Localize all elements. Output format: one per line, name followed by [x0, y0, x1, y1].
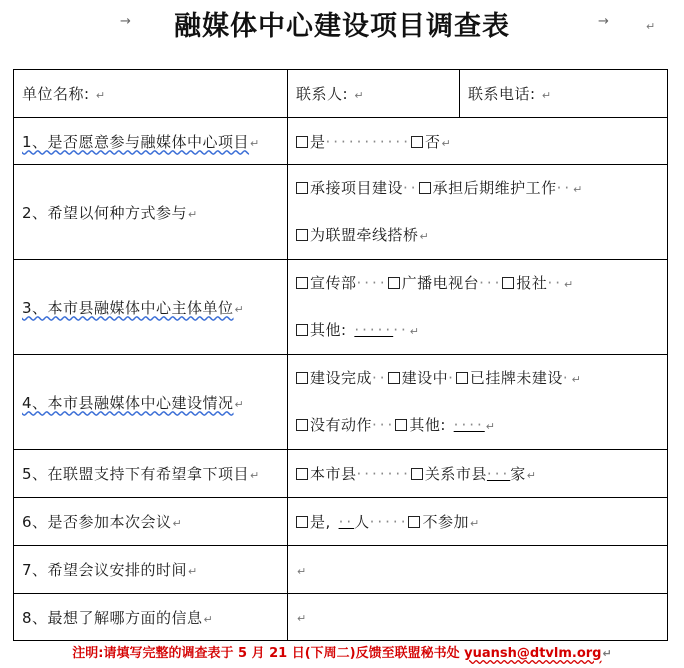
checkbox[interactable]: [388, 277, 400, 289]
tab-arrow-icon: →: [598, 14, 609, 29]
paragraph-mark-icon: ↵: [203, 612, 214, 626]
table-row: [14, 260, 668, 355]
question-cell: 7、希望会议安排的时间↵: [14, 546, 288, 594]
contact-person-cell[interactable]: 联系人: ↵: [288, 70, 460, 118]
checkbox[interactable]: [296, 182, 308, 194]
answer-cell[interactable]: [288, 594, 668, 641]
checkbox[interactable]: [411, 468, 423, 480]
answer-cell: 是, ··人····· 不参加↵: [288, 498, 668, 546]
checkbox[interactable]: [296, 277, 308, 289]
paragraph-mark-icon: ↵: [571, 373, 582, 386]
answer-cell: 是··········· 否↵: [288, 118, 668, 165]
paragraph-mark-icon: ↵: [419, 230, 430, 243]
paragraph-mark-icon: ↵: [573, 183, 583, 196]
table-row: [14, 498, 668, 546]
paragraph-mark-icon: ↵: [188, 565, 198, 578]
checkbox[interactable]: [296, 419, 308, 431]
email-link[interactable]: yuansh@dtvlm.org: [464, 646, 602, 661]
question-cell: 8、最想了解哪方面的信息↵: [14, 594, 288, 641]
checkbox[interactable]: [296, 136, 308, 148]
table-row: [14, 118, 668, 165]
footnote: 注明:请填写完整的调查表于 5 月 21 日(下周二)反馈至联盟秘书处 yuansh@dtvlm.org↵: [72, 646, 612, 661]
fill-blank[interactable]: ·····: [354, 321, 394, 339]
fill-blank[interactable]: ····: [453, 416, 485, 434]
survey-table: [13, 69, 668, 641]
answer-cell[interactable]: [288, 546, 668, 594]
question-cell: 5、在联盟支持下有希望拿下项目↵: [14, 450, 288, 498]
paragraph-mark-icon: ↵: [234, 302, 245, 316]
unit-name-cell[interactable]: 单位名称: ↵: [14, 70, 288, 118]
table-row-header: [14, 70, 668, 118]
page-title: 融媒体中心建设项目调查表: [174, 11, 510, 42]
paragraph-mark-icon: ↵: [250, 469, 260, 482]
question-cell: 4、本市县融媒体中心建设情况↵: [14, 355, 288, 450]
table-row: [14, 355, 668, 450]
paragraph-mark-icon: ↵: [250, 136, 260, 150]
checkbox[interactable]: [296, 468, 308, 480]
checkbox[interactable]: [395, 419, 407, 431]
question-cell: 3、本市县融媒体中心主体单位↵: [14, 260, 288, 355]
table-row: [14, 546, 668, 594]
checkbox[interactable]: [456, 372, 468, 384]
question-cell: 2、希望以何种方式参与↵: [14, 165, 288, 260]
checkbox[interactable]: [296, 324, 308, 336]
paragraph-mark-icon: ↵: [354, 89, 365, 102]
table-row: [14, 450, 668, 498]
title-row: [0, 0, 684, 50]
paragraph-mark-icon: ↵: [441, 136, 452, 150]
paragraph-mark-icon: ↵: [172, 517, 183, 530]
paragraph-mark-icon: ↵: [188, 207, 198, 221]
checkbox[interactable]: [296, 516, 308, 528]
answer-cell: 宣传部···· 广播电视台··· 报社··↵ 其他: ·······↵: [288, 260, 668, 355]
paragraph-mark-icon: ↵: [297, 564, 307, 578]
paragraph-mark-icon: ↵: [469, 517, 480, 530]
tab-arrow-icon: →: [120, 14, 131, 29]
paragraph-mark-icon: ↵: [563, 278, 574, 291]
fill-blank[interactable]: ···: [486, 465, 511, 483]
question-cell: 1、是否愿意参与融媒体中心项目↵: [14, 118, 288, 165]
answer-cell: 建设完成·· 建设中· 已挂牌未建设·↵ 没有动作··· 其他: ····↵: [288, 355, 668, 450]
table-row: [14, 165, 668, 260]
paragraph-mark-icon: ↵: [297, 612, 307, 625]
paragraph-mark-icon: ↵: [234, 397, 245, 411]
contact-phone-cell[interactable]: 联系电话: ↵: [460, 70, 668, 118]
checkbox[interactable]: [296, 372, 308, 384]
table-row: [14, 594, 668, 641]
checkbox[interactable]: [408, 516, 420, 528]
paragraph-mark-icon: ↵: [95, 89, 106, 102]
fill-blank[interactable]: ··: [338, 513, 355, 531]
checkbox[interactable]: [419, 182, 431, 194]
paragraph-mark-icon: ↵: [541, 89, 552, 102]
paragraph-mark-icon: ↵: [485, 420, 496, 433]
question-cell: 6、是否参加本次会议↵: [14, 498, 288, 546]
checkbox[interactable]: [388, 372, 400, 384]
paragraph-mark-icon: ↵: [526, 469, 537, 482]
answer-cell: 承接项目建设·· 承担后期维护工作··↵ 为联盟牵线搭桥↵: [288, 165, 668, 260]
checkbox[interactable]: [502, 277, 514, 289]
checkbox[interactable]: [296, 229, 308, 241]
checkbox[interactable]: [411, 136, 423, 148]
paragraph-mark-icon: ↵: [646, 20, 656, 33]
paragraph-mark-icon: ↵: [602, 647, 612, 660]
answer-cell: 本市县······· 关系市县···家↵: [288, 450, 668, 498]
paragraph-mark-icon: ↵: [409, 325, 420, 338]
